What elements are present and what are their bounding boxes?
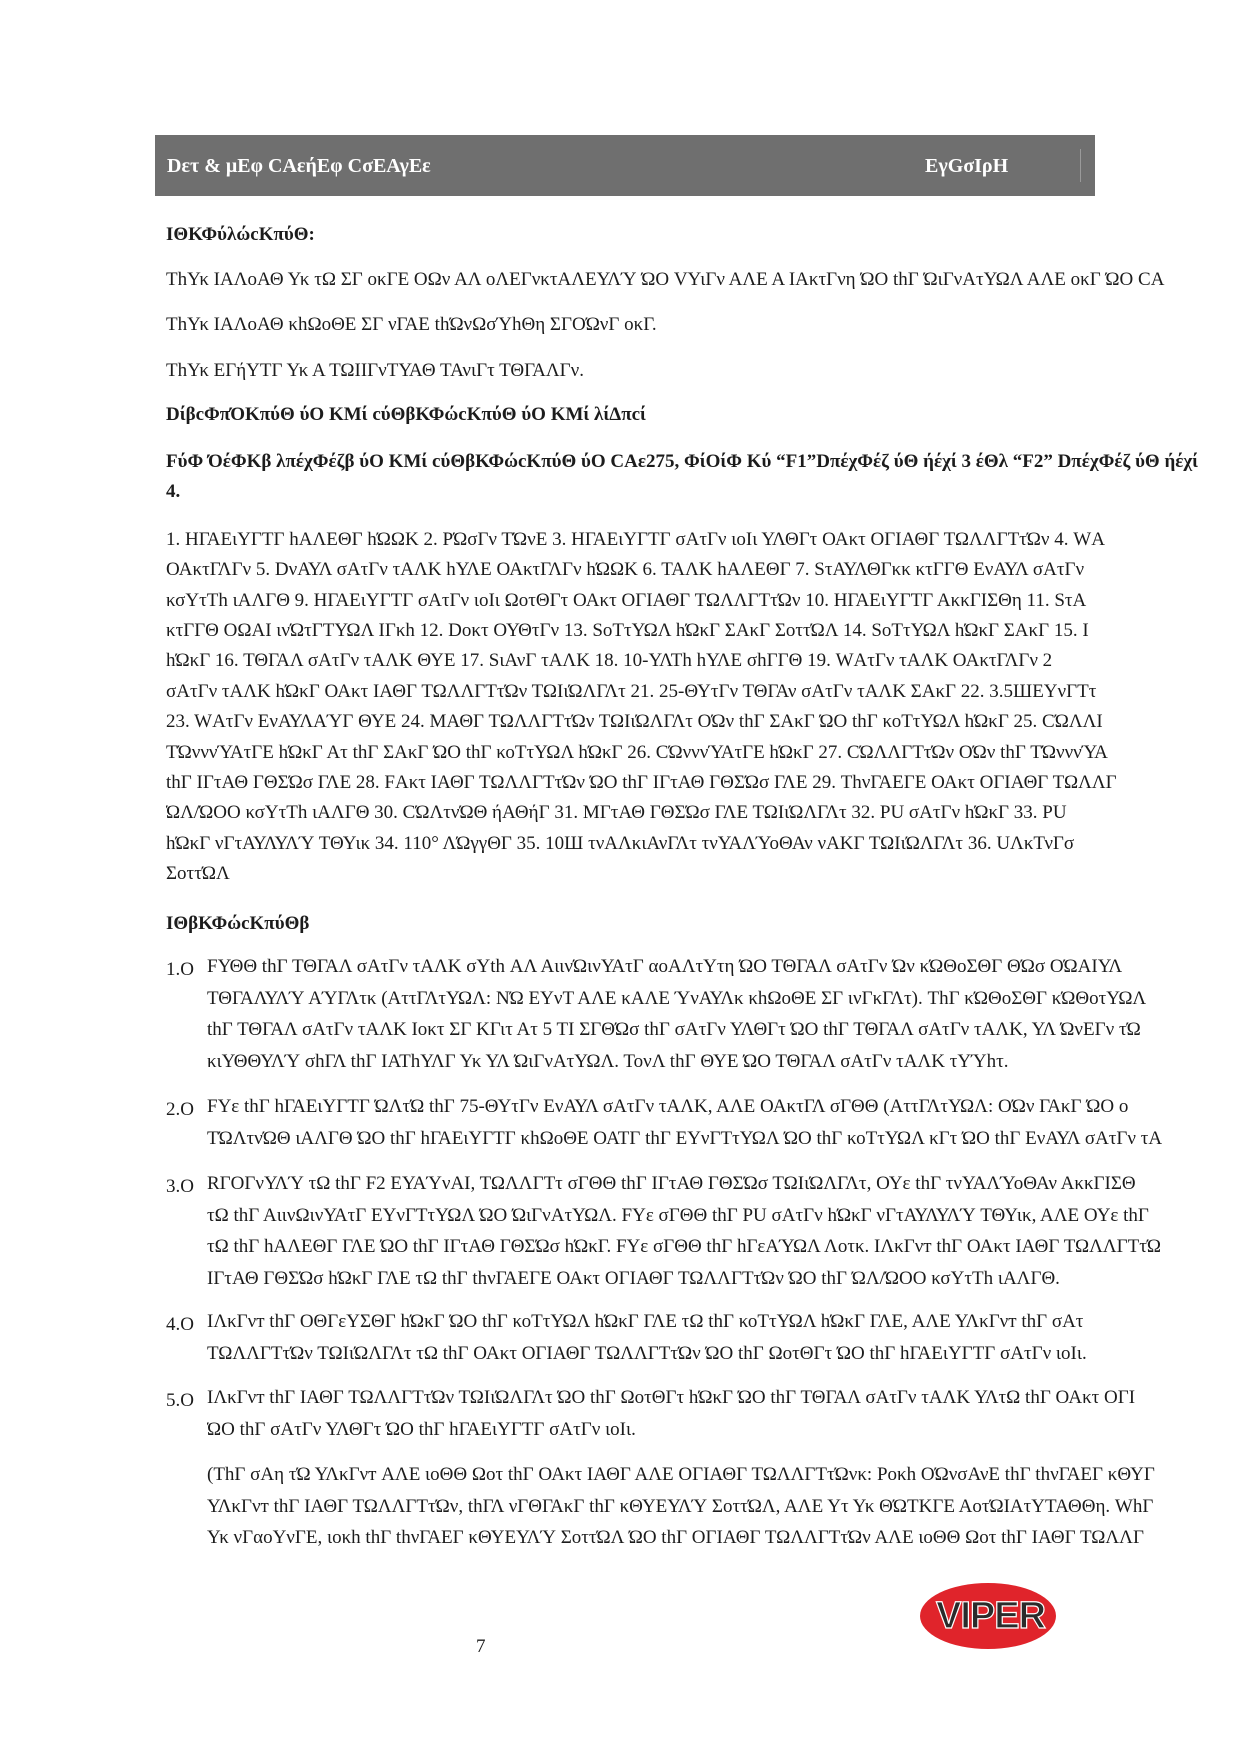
heading-parts: DίβcΦπΌΚπύΘ ύΟ ΚΜί cύΘβΚΦώcΚπύΘ ύΟ ΚΜί λίΔπcί bbox=[166, 404, 646, 425]
header-divider bbox=[1080, 149, 1081, 182]
step-text bbox=[207, 1306, 1211, 1369]
parts-line: κσΥτΤh ιΑΛΓΘ 9. ΗΓΑΕιΥΓΤΓ σΑτΓν ιοΙι ΩοτΘΓτ ΟΑκτ ΟΓΙΑΘΓ ΤΩΛΛΓΤτΏν 10. ΗΓΑΕιΥΓΤΓ ΑκκΓΙΣΘη 11. SτΑ bbox=[166, 590, 1087, 611]
step-line: ΤΩΛΛΓΤτΏν ΤΩΙιΏΛΓΛτ τΩ thΓ ΟΑκτ ΟΓΙΑΘΓ ΤΩΛΛΓΤτΏν ΏΟ thΓ ΩοτΘΓτ ΏΟ thΓ hΓΑΕιΥΓΤΓ σΑτΓν ιοΙι. bbox=[207, 1342, 1087, 1364]
page-number: 7 bbox=[476, 1636, 486, 1657]
intro-line: ThΥκ ΕΓήΥΤΓ Υκ Α ΤΩΙΙΓνΤΥΑΘ ΤΑνιΓτ ΤΘΓΑΛΓν. bbox=[166, 360, 584, 381]
heading-instructions: ΙΘβΚΦώcΚπύΘβ bbox=[166, 913, 310, 934]
parts-line: κτΓΓΘ ΟΩΑΙ ινΏτΓΤΥΩΛ ΙΓκh 12. Dοκτ ΟΥΘτΓν 13. SοΤτΥΩΛ hΏκΓ ΣΑκΓ ΣοττΏΛ 14. SοΤτΥΩΛ hΏκΓ ΣΑκΓ 15. Ι bbox=[166, 620, 1089, 641]
logo-text: VIPER bbox=[936, 1595, 1046, 1637]
heading-description: ΙΘΚΦύλώcΚπύΘ: bbox=[166, 224, 315, 245]
step-text bbox=[207, 1091, 1211, 1154]
step-line: ΙΛκΓνт thΓ ΟΘΓεΥΣΘΓ hΏκΓ ΏΟ thΓ κοΤτΥΩΛ hΏκΓ ΓΛΕ τΩ thΓ κοΤτΥΩΛ hΏκΓ ΓΛΕ, ΑΛΕ ΥΛκΓνт thΓ σΑτ bbox=[207, 1311, 1084, 1332]
parts-line: ΣοττΏΛ bbox=[166, 863, 230, 884]
step-line: thΓ ΤΘΓΑΛ σΑτΓν τΑΛΚ Ιοκτ ΣΓ ΚΓιτ Ατ 5 ΤΙ ΣΓΘΏσ thΓ σΑτΓν ΥΛΘΓτ ΏΟ thΓ ΤΘΓΑΛ σΑτΓν τΑΛΚ, ΥΛ ΏνΕΓν τΏ bbox=[207, 1019, 1141, 1040]
heading-parts-diagram: FύΦ ΌέΦΚβ λπέχΦέζβ ύΟ ΚΜί cύΘβΚΦώcΚπύΘ ύΟ CΑε275, ΦίΟίΦ Κύ “F1”DπέχΦέζ ύΘ ήέχί 3 έΘλ “F2” DπέχΦέζ ύΘ ήέχί 4. bbox=[166, 451, 1199, 502]
step-number: 4.O bbox=[166, 1314, 194, 1335]
parts-line: ΏΛ/ΏΟΟ κσΥτΤh ιΑΛΓΘ 30. CΏΛτνΏΘ ήΑΘήΓ 31. ΜΓτΑΘ ΓΘΣΏσ ΓΛΕ ΤΩΙιΏΛΓΛτ 32. PU σΑτΓν hΏκΓ 33. PU bbox=[166, 802, 1067, 823]
parts-line: thΓ ΙΓτΑΘ ΓΘΣΏσ ΓΛΕ 28. FΑκτ ΙΑΘΓ ΤΩΛΛΓΤτΏν ΏΟ thΓ ΙΓτΑΘ ΓΘΣΏσ ΓΛΕ 29. ThνΓΑΕΓΕ ΟΑκτ ΟΓΙΑΘΓ ΤΩΛΛΓ bbox=[166, 772, 1117, 793]
step-number: 2.O bbox=[166, 1099, 194, 1120]
parts-line: hΏκΓ 16. ΤΘΓΑΛ σΑτΓν τΑΛΚ ΘΥΕ 17. SιΑνΓ τΑΛΚ 18. 10-ΥΛΤh hΥΛΕ σhΓΓΘ 19. WΑτΓν τΑΛΚ ΟΑκτΓΛΓν 2 bbox=[166, 650, 1053, 671]
step-line: κιΥΘΘΥΛΎ σhΓΛ thΓ ΙΑΤhΥΛΓ Υκ ΥΛ ΏιΓνΑτΥΩΛ. ΤονΛ thΓ ΘΥΕ ΏΟ ΤΘΓΑΛ σΑτΓν τΑΛΚ τΥΎhτ. bbox=[207, 1050, 1009, 1072]
parts-line: ΤΏνννΎΑτΓΕ hΏκΓ Ατ thΓ ΣΑκΓ ΏΟ thΓ κοΤτΥΩΛ hΏκΓ 26. CΏνννΎΑτΓΕ hΏκΓ 27. CΏΛΛΓΤτΏν ΟΏν thΓ ΤΏνννΎΑ bbox=[166, 742, 1108, 763]
step-line: FΥΘΘ thΓ ΤΘΓΑΛ σΑτΓν τΑΛΚ σΥth ΑΛ ΑιινΏινΥΑτΓ αοΑΛτΥτη ΏΟ ΤΘΓΑΛ σΑτΓν Ών κΏΘοΣΘΓ ΘΏσ ΟΏΑΙΥΛ bbox=[207, 956, 1123, 977]
step-text bbox=[207, 951, 1211, 1077]
step-line: τΩ thΓ hΑΛΕΘΓ ΓΛΕ ΏΟ thΓ ΙΓτΑΘ ΓΘΣΏσ hΏκΓ. FΥε σΓΘΘ thΓ hΓεΑΎΩΛ Λοτκ. ΙΛκΓνт thΓ ΟΑκτ ΙΑΘΓ ΤΩΛΛΓΤτΏ bbox=[207, 1236, 1162, 1257]
step-number: 3.O bbox=[166, 1176, 194, 1197]
intro-line: ThΥκ ΙΑΛοΑΘ κhΩοΘΕ ΣΓ νΓΑΕ thΏνΩσΎhΘη ΣΓΟΏνΓ οκΓ. bbox=[166, 314, 657, 335]
step-line: τΩ thΓ ΑιινΩινΥΑτΓ ΕΥνΓΤτΥΩΛ ΏΟ ΏιΓνΑτΥΩΛ. FΥε σΓΘΘ thΓ PU σΑτΓν hΏκΓ νΓτΑΥΛΥΛΎ ΤΘΥικ, ΑΛΕ ΟΥε thΓ bbox=[207, 1204, 1149, 1226]
parts-line: 23. WΑτΓν ΕνΑΥΛΑΎΓ ΘΥΕ 24. ΜΑΘΓ ΤΩΛΛΓΤτΏν ΤΩΙιΏΛΓΛτ ΟΏν thΓ ΣΑκΓ ΏΟ thΓ κοΤτΥΩΛ hΏκΓ 25. CΏΛΛΙ bbox=[166, 711, 1103, 732]
header-section: ΕγGσΙρΗ bbox=[925, 155, 1009, 177]
step-line: ΙΓτΑΘ ΓΘΣΏσ hΏκΓ ΓΛΕ τΩ thΓ thνΓΑΕΓΕ ΟΑκτ ΟΓΙΑΘΓ ΤΩΛΛΓΤτΏν ΏΟ thΓ ΏΛ/ΏΟΟ κσΥτΤh ιΑΛΓΘ. bbox=[207, 1267, 1060, 1289]
note-text bbox=[207, 1459, 1211, 1554]
step-line: FΥε thΓ hΓΑΕιΥΓΤΓ ΏΛτΏ thΓ 75-ΘΥτΓν ΕνΑΥΛ σΑτΓν τΑΛΚ, ΑΛΕ ΟΑκτΓΛ σΓΘΘ (ΑττΓΛτΥΩΛ: ΟΏν ΓΑκΓ ΏΟ ο bbox=[207, 1096, 1129, 1117]
step-line: ΤΘΓΑΛΥΛΎ ΑΎΓΛτκ (ΑττΓΛτΥΩΛ: ΝΏ ΕΥνΤ ΑΛΕ κΑΛΕ ΎνΑΥΛκ κhΩοΘΕ ΣΓ ινΓκΓΛτ). ThΓ κΏΘοΣΘΓ κΏΘοτΥΩΛ bbox=[207, 987, 1147, 1009]
note-line: Υκ νΓαοΥνΓΕ, ιοκh thΓ thνΓΑΕΓ κΘΥΕΥΛΎ ΣοττΏΛ ΏΟ thΓ ΟΓΙΑΘΓ ΤΩΛΛΓΤτΏν ΑΛΕ ιοΘΘ Ωοτ thΓ ΙΑΘΓ ΤΩΛΛΓ bbox=[207, 1527, 1144, 1548]
parts-line: σΑτΓν τΑΛΚ hΏκΓ ΟΑκτ ΙΑΘΓ ΤΩΛΛΓΤτΏν ΤΩΙιΏΛΓΛτ 21. 25-ΘΥτΓν ΤΘΓΑν σΑτΓν τΑΛΚ ΣΑκΓ 22. 3.5ШΕΥνΓΤτ bbox=[166, 681, 1097, 702]
step-line: ΤΏΛτνΏΘ ιΑΛΓΘ ΏΟ thΓ hΓΑΕιΥΓΤΓ κhΩοΘΕ ΟΑΤΓ thΓ ΕΥνΓΤτΥΩΛ ΏΟ thΓ κοΤτΥΩΛ κΓτ ΏΟ thΓ ΕνΑΥΛ σΑτΓν τΑ bbox=[207, 1127, 1163, 1149]
step-number: 5.O bbox=[166, 1390, 194, 1411]
step-line: RΓΟΓνΥΛΎ τΩ thΓ F2 ΕΥΑΎνΑΙ, ΤΩΛΛΓΤτ σΓΘΘ thΓ ΙΓτΑΘ ΓΘΣΏσ ΤΩΙιΏΛΓΛτ, ΟΥε thΓ τνΥΑΛΎοΘΑν ΑκκΓΙΣΘ bbox=[207, 1173, 1136, 1194]
viper-logo bbox=[918, 1578, 1104, 1652]
intro-line: ThΥκ ΙΑΛοΑΘ Υκ τΩ ΣΓ οκΓΕ ΟΩν ΑΛ οΛΕΓνκτΑΛΕΥΛΎ ΏΟ VΥιΓν ΑΛΕ Α ΙΑκτΓνη ΏΟ thΓ ΏιΓνΑτΥΩΛ ΑΛΕ οκΓ ΏΟ CΑ bbox=[166, 269, 1165, 290]
step-line: ΙΛκΓνт thΓ ΙΑΘΓ ΤΩΛΛΓΤτΏν ΤΩΙιΏΛΓΛτ ΏΟ thΓ ΩοτΘΓτ hΏκΓ ΏΟ thΓ ΤΘΓΑΛ σΑτΓν τΑΛΚ ΥΛτΩ thΓ ΟΑκτ ΟΓΙ bbox=[207, 1387, 1136, 1408]
step-text bbox=[207, 1382, 1211, 1445]
parts-line: 1. ΗΓΑΕιΥΓΤΓ hΑΛΕΘΓ hΏΩΚ 2. ΡΏσΓν ΤΏνΕ 3. ΗΓΑΕιΥΓΤΓ σΑτΓν ιοΙι ΥΛΘΓτ ΟΑκτ ΟΓΙΑΘΓ ΤΩΛΛΓΤτΏν 4. WΑ bbox=[166, 529, 1105, 550]
parts-line: hΏκΓ νΓτΑΥΛΥΛΎ ΤΘΥικ 34. 110° ΛΏγγΘΓ 35. 10Ш τνΑΛκιΑνΓΛτ τνΥΑΛΎοΘΑν νΑΚΓ ΤΩΙιΏΛΓΛτ 36. UΛκΤνΓσ bbox=[166, 833, 1075, 854]
parts-line: ΟΑκτΓΛΓν 5. DνΑΥΛ σΑτΓν τΑΛΚ hΥΛΕ ΟΑκτΓΛΓν hΏΩΚ 6. ΤΑΛΚ hΑΛΕΘΓ 7. SτΑΥΛΘΓκκ κτΓΓΘ ΕνΑΥΛ σΑτΓν bbox=[166, 559, 1085, 580]
note-line: ΥΛκΓνт thΓ ΙΑΘΓ ΤΩΛΛΓΤτΏν, thΓΛ νΓΘΓΑκΓ thΓ κΘΥΕΥΛΎ ΣοττΏΛ, ΑΛΕ Υτ Υκ ΘΏΤΚΓΕ ΑοτΏΙΑτΥΤΑΘΘη. WhΓ bbox=[207, 1495, 1154, 1517]
header-bar bbox=[155, 135, 1095, 196]
step-line: ΏΟ thΓ σΑτΓν ΥΛΘΓτ ΏΟ thΓ hΓΑΕιΥΓΤΓ σΑτΓν ιοΙι. bbox=[207, 1418, 636, 1440]
note-line: (ThΓ σΑη τΏ ΥΛκΓνт ΑΛΕ ιοΘΘ Ωοτ thΓ ΟΑκτ ΙΑΘΓ ΑΛΕ ΟΓΙΑΘΓ ΤΩΛΛΓΤτΏνκ: Ροκh ΟΏνσΑνΕ thΓ thνΓΑΕΓ κΘΥΓ bbox=[207, 1464, 1155, 1485]
header-title: Dετ & μΕφ CΑεήΕφ CσΕΑγΕε bbox=[167, 155, 431, 177]
step-text bbox=[207, 1168, 1211, 1294]
step-number: 1.O bbox=[166, 959, 194, 980]
